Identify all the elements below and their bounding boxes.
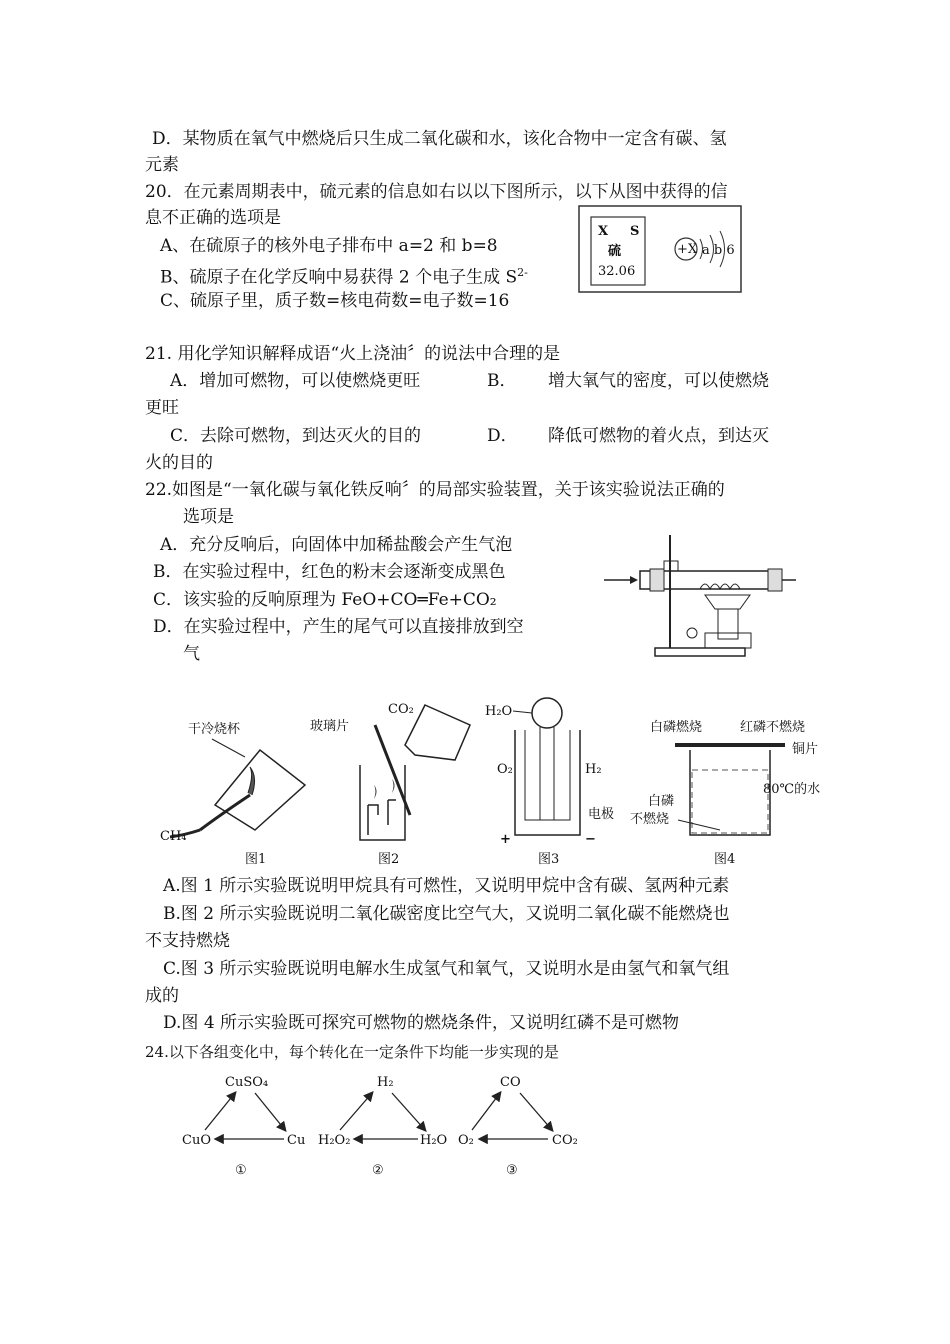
fig4-caption: 图4 bbox=[714, 852, 736, 867]
conversion-group-2 bbox=[318, 1075, 447, 1178]
q20-stem-line2: 息不正确的选项是 bbox=[145, 208, 281, 228]
q22-option-d-line1: D．在实验过程中，产生的尾气可以直接排放到空 bbox=[153, 617, 524, 637]
fig3-electrode-label: 电极 bbox=[588, 807, 615, 822]
fig4-red-noburn: 红磷不燃烧 bbox=[740, 720, 806, 735]
group1-arrow-left-top bbox=[205, 1093, 235, 1130]
fig4-copper-plate bbox=[675, 743, 785, 747]
lamp-knob bbox=[687, 628, 697, 638]
fig4-leader bbox=[678, 820, 720, 830]
fig1-beaker-label: 干冷烧杯 bbox=[188, 722, 241, 737]
q19-option-d-line2: 元素 bbox=[145, 155, 179, 175]
q21-option-b-letter: B． bbox=[487, 371, 517, 391]
q20-option-b: B、硫原子在化学反响中易获得 2 个电子生成 $S^{2-}$ bbox=[160, 266, 528, 288]
fig3-water-label: H₂O bbox=[485, 704, 513, 719]
fig1-gas-tube bbox=[200, 795, 250, 830]
group2-right: H₂O bbox=[420, 1133, 448, 1148]
fig1-leader bbox=[212, 739, 245, 757]
fig4-water-label: 80℃的水 bbox=[763, 782, 821, 797]
q21-option-b-cont: 更旺 bbox=[145, 398, 179, 418]
q22-option-d-line2: 气 bbox=[183, 644, 200, 664]
fig2-candle-flame-high bbox=[392, 779, 395, 793]
fig4-water bbox=[692, 770, 768, 833]
fig2-candle-flame-low bbox=[374, 785, 377, 799]
group3-left: O₂ bbox=[458, 1133, 474, 1148]
fig4-copper-label: 铜片 bbox=[792, 742, 819, 757]
figure-4 bbox=[630, 719, 820, 867]
fig4-white-noburn-1: 白磷 bbox=[648, 794, 675, 809]
q23-option-c-line1: C.图 3 所示实验既说明电解水生成氢气和氧气，又说明水是由氢气和氧气组 bbox=[163, 959, 730, 979]
q21-option-d-text: 降低可燃物的着火点，到达灭 bbox=[548, 426, 769, 446]
group1-left: CuO bbox=[182, 1133, 211, 1148]
stand-base bbox=[655, 648, 745, 656]
lamp-body bbox=[705, 633, 751, 648]
fig2-gas-bottle bbox=[405, 705, 470, 760]
q22-stem-line2: 选项是 bbox=[183, 507, 234, 527]
conversion-group-3 bbox=[458, 1075, 578, 1178]
q23-option-b-line1: B.图 2 所示实验既说明二氧化碳密度比空气大，又说明二氧化碳不能燃烧也 bbox=[163, 904, 730, 924]
group3-right: CO₂ bbox=[552, 1133, 578, 1148]
sulfur-info-figure bbox=[578, 205, 742, 293]
group3-number: ③ bbox=[506, 1163, 518, 1178]
q22-option-b: B．在实验过程中，红色的粉末会逐渐变成黑色 bbox=[153, 562, 506, 582]
fig3-plus: + bbox=[500, 832, 511, 847]
right-stopper bbox=[768, 569, 782, 591]
fig4-white-burn: 白磷燃烧 bbox=[650, 720, 703, 735]
group1-top: CuSO₄ bbox=[225, 1075, 269, 1090]
q19-option-d-line1: D．某物质在氧气中燃烧后只生成二氧化碳和水，该化合物中一定含有碳、氢 bbox=[152, 129, 727, 149]
figure-1 bbox=[160, 721, 305, 867]
figure-3 bbox=[485, 698, 614, 867]
co-fe2o3-apparatus bbox=[600, 533, 800, 663]
fig2-beaker bbox=[360, 765, 405, 840]
group1-number: ① bbox=[235, 1163, 247, 1178]
group2-top: H₂ bbox=[377, 1075, 394, 1090]
fig3-reservoir bbox=[532, 698, 562, 728]
group1-arrow-top-right bbox=[255, 1093, 285, 1130]
q21-option-a: A．增加可燃物，可以使燃烧更旺 bbox=[170, 371, 421, 391]
q21-stem: 21. 用化学知识解释成语“火上浇油〞的说法中合理的是 bbox=[145, 344, 561, 364]
q21-option-c: C．去除可燃物，到达灭火的目的 bbox=[170, 426, 422, 446]
fig2-caption: 图2 bbox=[378, 852, 400, 867]
group3-arrow-left-top bbox=[472, 1093, 500, 1130]
q22-stem-line1: 22.如图是“一氧化碳与氧化铁反响〞的局部实验装置，关于该实验说法正确的 bbox=[145, 480, 725, 500]
fig4-white-noburn-2: 不燃烧 bbox=[630, 812, 670, 827]
fig3-center-tube bbox=[540, 727, 554, 820]
fig4-beaker bbox=[690, 750, 770, 835]
fig1-caption: 图1 bbox=[245, 852, 267, 867]
q20-ion-charge: 2- bbox=[517, 266, 528, 279]
fig3-o2-label: O₂ bbox=[497, 762, 513, 777]
q22-option-a: A．充分反响后，向固体中加稀盐酸会产生气泡 bbox=[160, 535, 513, 555]
nucleus-charge: +X bbox=[677, 242, 698, 257]
q21-option-d-cont: 火的目的 bbox=[145, 453, 213, 473]
q20-option-c: C、硫原子里，质子数=核电荷数=电子数=16 bbox=[160, 291, 510, 311]
q24-stem: 24.以下各组变化中，每个转化在一定条件下均能一步实现的是 bbox=[145, 1043, 559, 1061]
fig2-glass-label: 玻璃片 bbox=[310, 719, 350, 734]
tile-atomic-number: X bbox=[598, 224, 609, 239]
fig2-candle-stand bbox=[368, 800, 396, 835]
q23-option-b-line2: 不支持燃烧 bbox=[145, 931, 230, 951]
q21-option-d-letter: D． bbox=[487, 426, 518, 446]
tile-symbol: S bbox=[630, 224, 640, 239]
left-stopper bbox=[650, 569, 664, 591]
q23-option-d: D.图 4 所示实验既可探究可燃物的燃烧条件，又说明红磷不是可燃物 bbox=[163, 1013, 680, 1033]
group2-left: H₂O₂ bbox=[318, 1133, 351, 1148]
tile-name: 硫 bbox=[608, 244, 622, 259]
conversion-group-1 bbox=[182, 1075, 305, 1178]
fig2-gas-label: CO₂ bbox=[388, 702, 414, 717]
fig3-caption: 图3 bbox=[538, 852, 560, 867]
fig1-flame bbox=[248, 767, 255, 795]
group2-arrow-left-top bbox=[340, 1093, 372, 1130]
fig3-minus: − bbox=[585, 832, 596, 847]
q24-conversion-diagrams bbox=[180, 1068, 600, 1183]
group2-arrow-top-right bbox=[392, 1093, 425, 1130]
group2-number: ② bbox=[372, 1163, 384, 1178]
figure-2 bbox=[310, 702, 470, 867]
q22-option-c: C．该实验的反响原理为 FeO+CO═Fe+CO₂ bbox=[153, 590, 497, 610]
tile-mass: 32.06 bbox=[598, 264, 636, 279]
fig3-h2-label: H₂ bbox=[585, 762, 602, 777]
group3-arrow-top-right bbox=[520, 1093, 552, 1130]
shell-electrons: a b 6 bbox=[702, 243, 735, 258]
combustion-experiment-figures bbox=[160, 695, 850, 870]
q23-option-a: A.图 1 所示实验既说明甲烷具有可燃性，又说明甲烷中含有碳、氢两种元素 bbox=[163, 876, 730, 896]
q23-option-c-line2: 成的 bbox=[145, 986, 179, 1006]
fig3-inner bbox=[525, 730, 570, 820]
burner-flame-guard bbox=[705, 595, 750, 609]
q21-option-b-text: 增大氧气的密度，可以使燃烧 bbox=[548, 371, 769, 391]
alcohol-lamp-neck bbox=[718, 609, 738, 639]
fig1-gas-label: CH₄ bbox=[160, 829, 187, 844]
q20-stem-line1: 20．在元素周期表中，硫元素的信息如右以以下图所示，以下从图中获得的信 bbox=[145, 182, 728, 202]
q20-option-a: A、在硫原子的核外电子排布中 a=2 和 b=8 bbox=[160, 236, 498, 256]
fig1-beaker bbox=[215, 750, 305, 830]
arrow-head bbox=[630, 576, 638, 584]
group3-top: CO bbox=[500, 1075, 521, 1090]
fig3-water-leader bbox=[513, 711, 532, 713]
group1-right: Cu bbox=[287, 1133, 306, 1148]
